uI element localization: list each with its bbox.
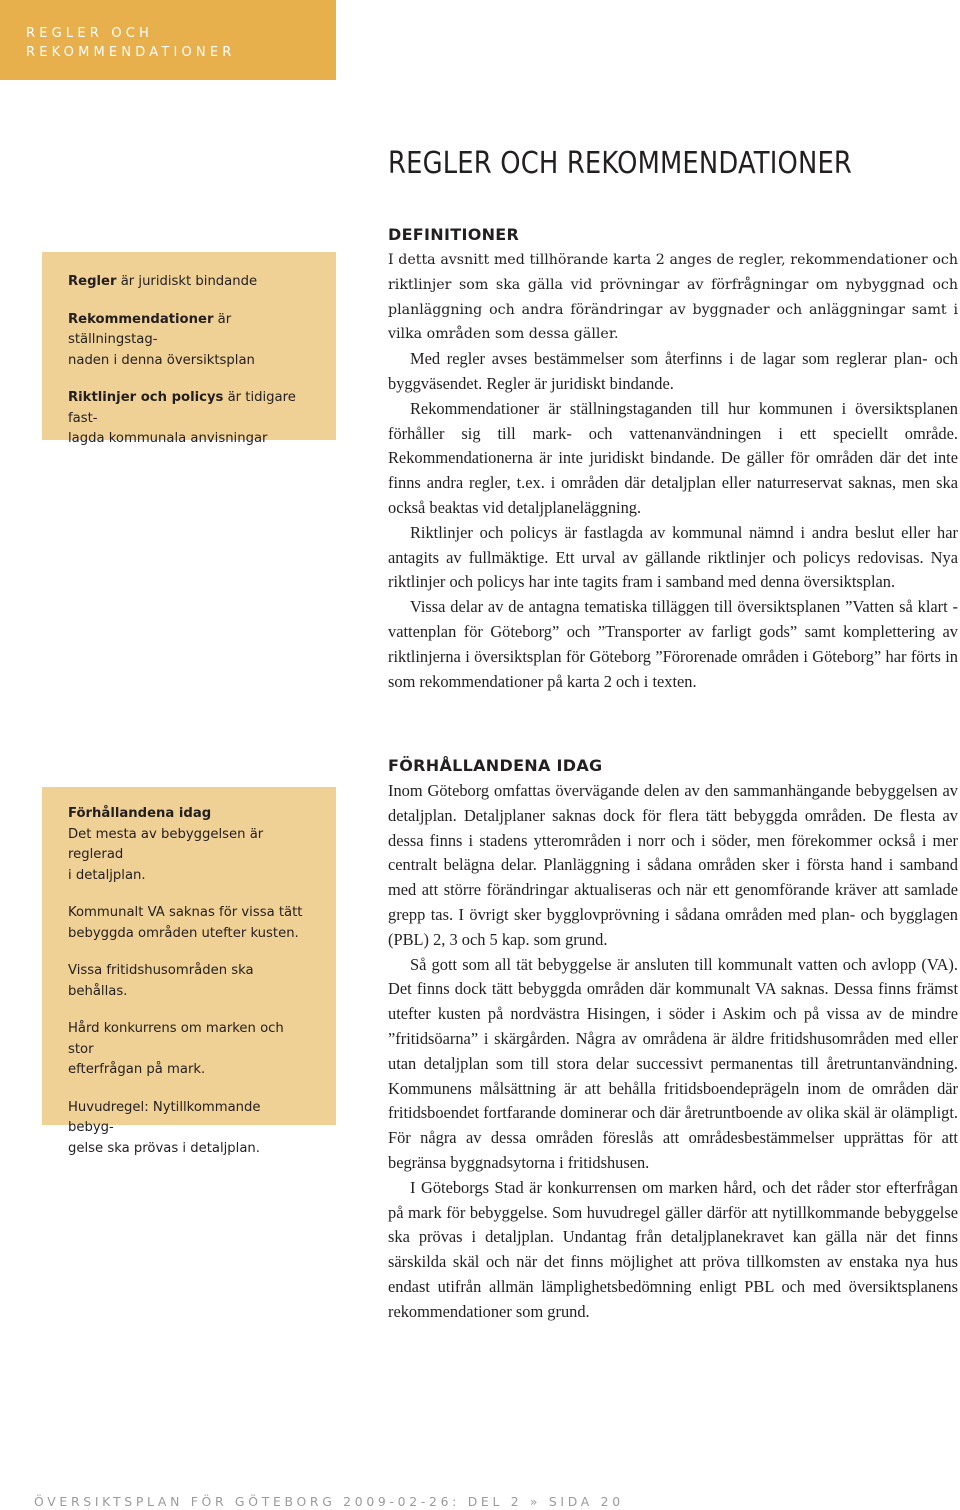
summary-point-4 (68, 1019, 310, 1081)
summary-item-regler (68, 272, 310, 293)
section-tag-line1: REGLER OCH (26, 26, 154, 41)
section-tag-line2: REKOMMENDATIONER (26, 45, 236, 60)
body-paragraph: Rekommendationer är ställningstaganden till hur kommunen i översiktsplanen förhåller sig till mark- och vattenanvändningen i ett speciellt område. Rekommendationerna är inte juridiskt bindande. De gäller för områden där det inte finns andra regler, t.ex. i områden där detaljplan eller naturreservat saknas, men ska också beaktas vid detaljplaneläggning. (388, 398, 958, 517)
page-title: REGLER OCH REKOMMENDATIONER (388, 146, 853, 181)
summary-item-riktlinjer (68, 388, 310, 450)
section-heading-forhallanden: FÖRHÅLLANDENA IDAG (388, 756, 603, 775)
section-forhallanden (388, 755, 958, 1325)
summary-point-5-a: Huvudregel: Nytillkommande bebyg- (68, 1099, 261, 1135)
summary-point-5 (68, 1098, 310, 1160)
summary-point-5-b: gelse ska prövas i detaljplan. (68, 1140, 260, 1156)
summary-point-3: Vissa fritidshusområden ska behållas. (68, 963, 254, 999)
section-heading-definitioner: DEFINITIONER (388, 225, 520, 244)
summary-point-2 (68, 903, 310, 944)
body-paragraph: I Göteborgs Stad är konkurrensen om marken hård, och det råder stor efterfrågan på mark för bebyggelse. Som huvudregel gäller därför att nytillkommande bebyggelse ska prövas i detaljplan. Undantag från detaljplanekravet kan gälla när det finns särskilda skäl och när det finns möjlighet att pröva tillkomsten av enstaka nya hus endast utifrån allmän lämplighetsbedömning enligt PBL och med översiktsplanens rekommendationer som grund. (388, 1177, 958, 1321)
summary-point-2-a: Kommunalt VA saknas för vissa tätt (68, 905, 303, 920)
summary-box-heading: Förhållandena idag (68, 806, 212, 821)
summary-point-1-a: Det mesta av bebyggelsen är reglerad (68, 826, 264, 862)
summary-item-rekommendationer-text-a: är ställningstag- (68, 311, 232, 347)
page-footer: ÖVERSIKTSPLAN FÖR GÖTEBORG 2009-02-26: DEL 2 » SIDA 20 (34, 1494, 624, 1509)
body-paragraph: Med regler avses bestämmelser som återfinns i de lagar som reglerar plan- och byggväsendet. Regler är juridiskt bindande. (388, 349, 958, 393)
body-paragraph: Så gott som all tät bebyggelse är ansluten till kommunalt vatten och avlopp (VA). Det finns dock tätt bebyggda områden där kommunalt VA saknas. Dessa finns främst utefter kusten på nordvästra Hisingen, i söder i Askim och på vissa av de mindre ”fritidsöarna” i skärgården. Några av områdena är äldre fritidshusområden med eller utan detaljplan som till stora delar successivt permanentas till åretruntanvändning. Kommunens målsättning är att behålla fritidsboendeprägeln inom de områden där fritidsboendet fortfarande dominerar och där åretruntboende av olika skäl är olämpligt. För några av dessa områden föreslås att områdesbestämmelser upprättas för att begränsa byggnadsytorna i fritidshusen. (388, 954, 958, 1172)
summary-item-rekommendationer-term: Rekommendationer (68, 311, 214, 327)
summary-item-regler-text: är juridiskt bindande (116, 274, 258, 289)
summary-box-definitions (42, 252, 336, 446)
summary-item-riktlinjer-term: Riktlinjer och policys (68, 390, 224, 405)
summary-box-conditions (42, 787, 336, 1156)
summary-item-rekommendationer (68, 310, 310, 372)
summary-point-4-b: efterfrågan på mark. (68, 1062, 206, 1077)
section-definitioner (388, 224, 958, 694)
summary-item-riktlinjer-text-a: är tidigare fast- (68, 390, 296, 426)
summary-item-regler-term: Regler (68, 274, 117, 289)
summary-point-1-b: i detaljplan. (68, 867, 146, 883)
summary-point-2-b: bebyggda områden utefter kusten. (68, 925, 299, 941)
summary-item-rekommendationer-text-b: naden i denna översiktsplan (68, 352, 255, 368)
summary-item-riktlinjer-text-b: lagda kommunala anvisningar (68, 431, 268, 446)
summary-point-4-a: Hård konkurrens om marken och stor (68, 1021, 284, 1057)
body-paragraph: Inom Göteborg omfattas övervägande delen av den sammanhängande bebyggelsen av detaljplan. Detaljplaner saknas dock för flera tätt bebyggda områden. De flesta av dessa finns i stadens ytterområden i norr och i söder, men förekommer också i mer centralt belägna delar. Planläggning i sådana områden sker i första hand i samband med att större förändringar aktualiseras och när ett genomförande kräver att samlade grepp tas. I övrigt sker bygglovprövning i sådana områden med plan- och bygglagen (PBL) 2, 3 och 5 kap. som grund. (388, 781, 958, 949)
body-paragraph: I detta avsnitt med tillhörande karta 2 anges de regler, rekommendationer och riktlinjer som ska gälla vid prövningar av förfrågningar om nybyggnad och planläggning och andra förändringar av byggnader och anläggningar samt i vilka områden som dessa gäller. (388, 252, 958, 343)
summary-point-1 (68, 825, 310, 887)
body-paragraph: Vissa delar av de antagna tematiska tilläggen till översiktsplanen ”Vatten så klart - vattenplan för Göteborg” och ”Transporter av farligt gods” samt komplettering av riktlinjerna i översiktsplan för Göteborg ”Förorenade områden i Göteborg” har förts in som rekommendationer på karta 2 och i texten. (388, 597, 958, 691)
body-paragraph: Riktlinjer och policys är fastlagda av kommunal nämnd i andra beslut eller har antagits av fullmäktige. Ett urval av gällande riktlinjer och policys redovisas. Nya riktlinjer och policys har inte tagits fram i samband med denna översiktsplan. (388, 522, 958, 592)
section-tag (0, 0, 336, 80)
